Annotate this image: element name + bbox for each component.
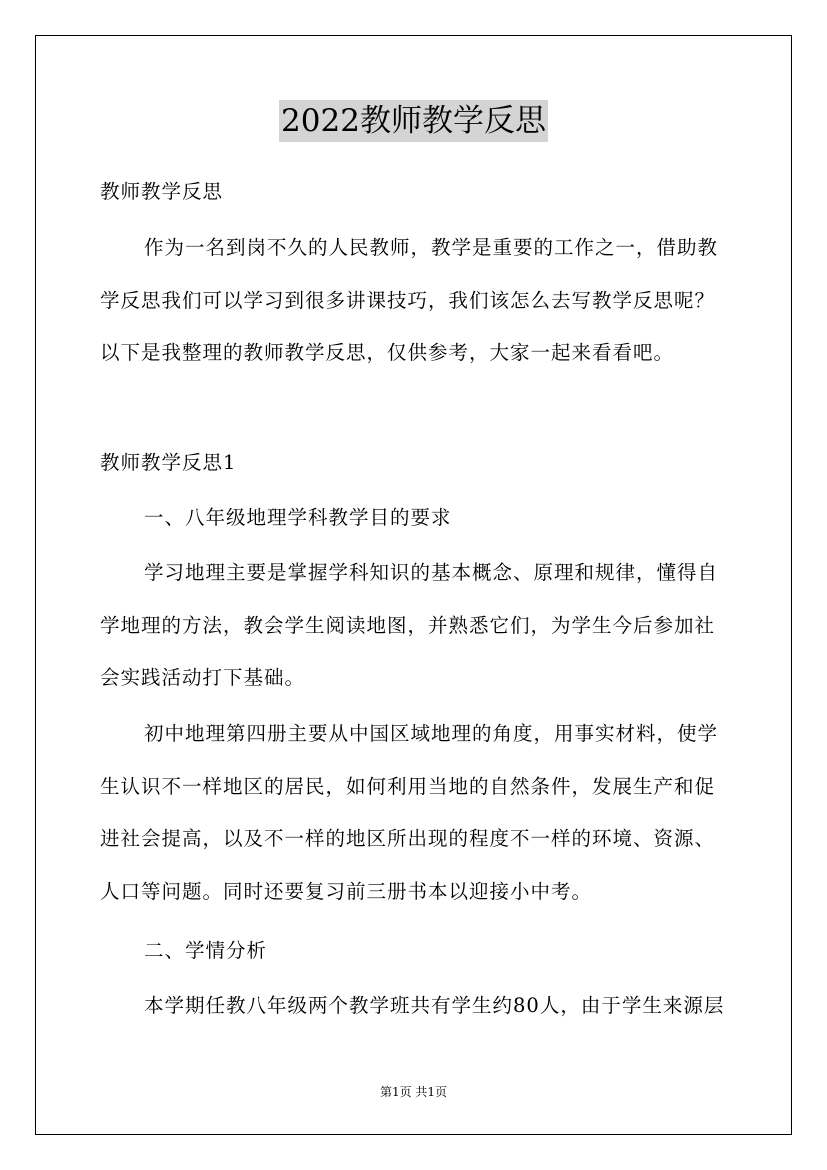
section-title: 教师教学反思1 [100,451,237,474]
paragraph-line: 学习地理主要是掌握学科知识的基本概念、原理和规律，懂得自 [144,561,719,584]
intro-line: 学反思我们可以学习到很多讲课技巧，我们该怎么去写教学反思呢？ [100,288,716,312]
paragraph-1 [100,547,730,705]
paragraph-line: 学地理的方法，教会学生阅读地图，并熟悉它们，为学生今后参加社 [100,613,716,637]
heading-1: 一、八年级地理学科教学目的要求 [144,506,452,529]
paragraph-line: 本学期任教八年级两个教学班共有学生约80人，由于学生来源层 [144,994,725,1017]
document-title: 2022教师教学反思 [279,100,548,142]
intro-line: 作为一名到岗不久的人民教师，教学是重要的工作之一，借助教 [144,236,719,259]
paragraph-line: 生认识不一样地区的居民，如何利用当地的自然条件，发展生产和促 [100,774,716,798]
paragraph-3 [100,980,730,1033]
paragraph-line: 会实践活动打下基础。 [100,666,306,689]
title-wrap [0,100,827,142]
intro-paragraph [100,222,730,380]
page-footer: 第1页 共1页 [379,1085,448,1099]
paragraph-line: 人口等问题。同时还要复习前三册书本以迎接小中考。 [100,879,593,903]
paragraph-2 [100,708,730,918]
paragraph-line: 初中地理第四册主要从中国区域地理的角度，用事实材料，使学 [144,722,719,745]
heading-2: 二、学情分析 [144,939,268,962]
paragraph-line: 进社会提高，以及不一样的地区所出现的程度不一样的环境、资源、 [100,827,716,850]
intro-line: 以下是我整理的教师教学反思，仅供参考，大家一起来看看吧。 [100,341,675,364]
document-subtitle: 教师教学反思 [100,180,224,203]
